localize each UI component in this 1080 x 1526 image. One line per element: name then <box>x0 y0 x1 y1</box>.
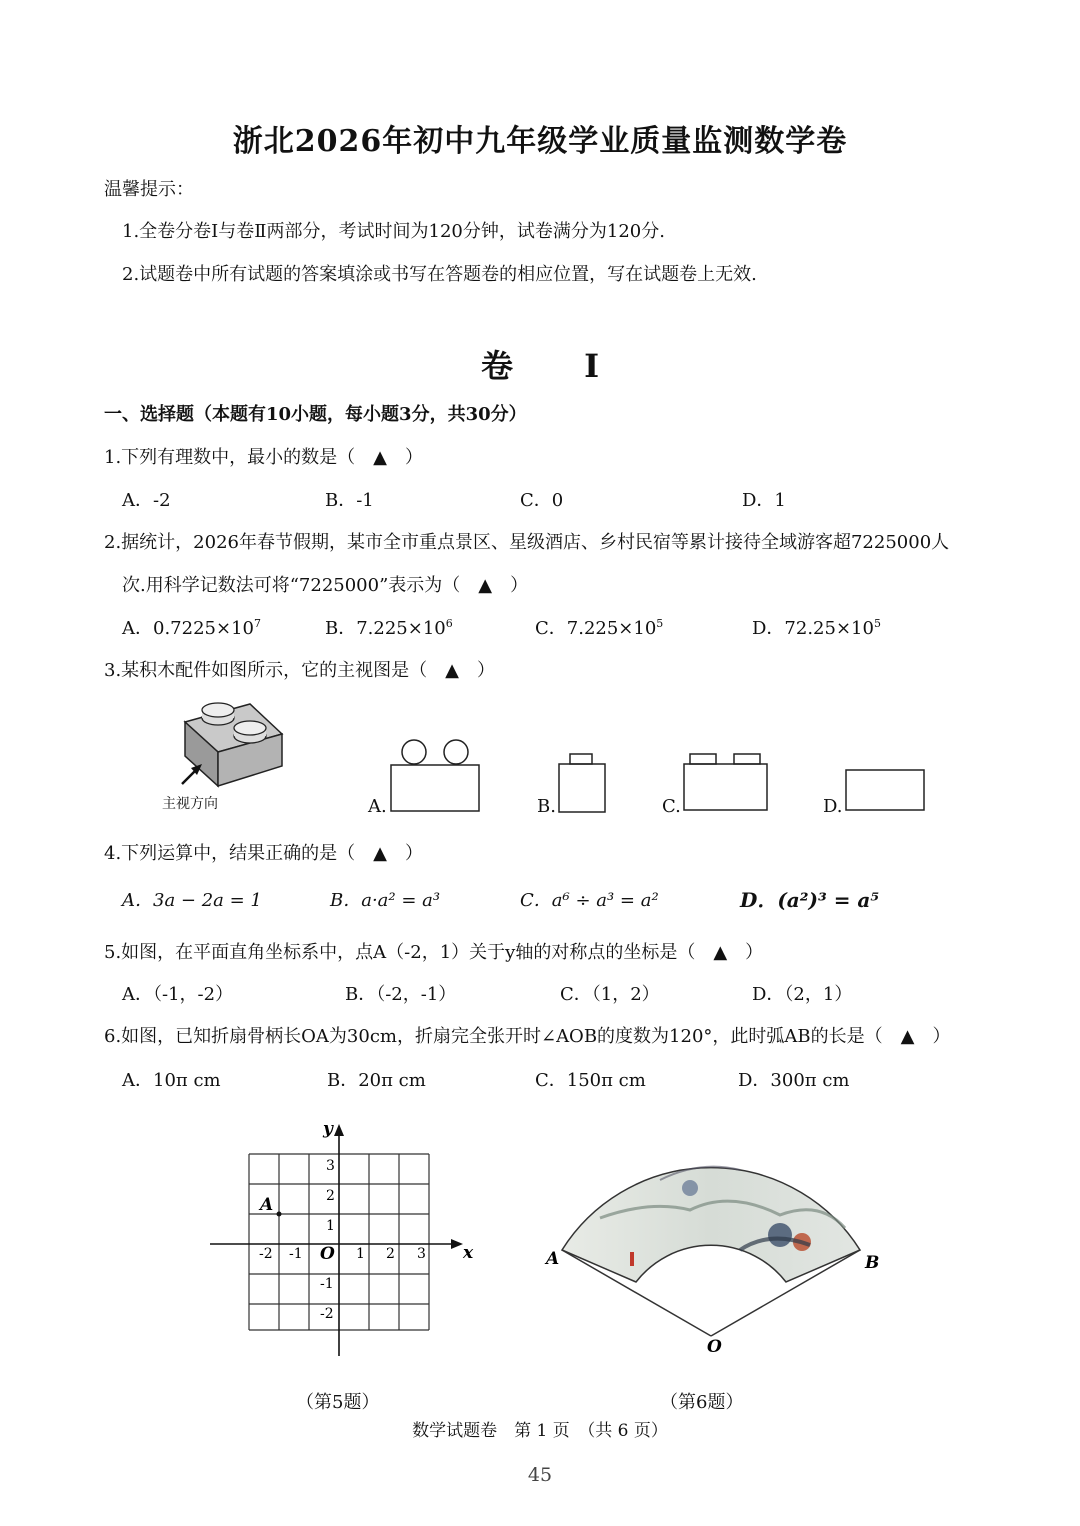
q1-option-b: B．-1 <box>325 490 374 511</box>
q4-option-a: A．3a − 2a = 1 <box>122 890 262 911</box>
origin-label: O <box>320 1244 335 1264</box>
q1-option-d: D．1 <box>742 490 786 511</box>
view-direction-label: 主视方向 <box>162 796 218 812</box>
q2-stem-line2: 次.用科学记数法可将“7225000”表示为（ ▲ ） <box>122 575 529 596</box>
q4-stem: 4.下列运算中，结果正确的是（ ▲ ） <box>104 843 424 864</box>
q3-option-a-figure <box>388 738 482 814</box>
q5-option-a: A．（-1，-2） <box>122 984 234 1005</box>
x-axis-label: x <box>463 1243 474 1263</box>
y-tick: 3 <box>326 1158 335 1174</box>
q3-option-b: B. <box>537 796 556 817</box>
q3-option-b-figure <box>556 752 608 814</box>
q1-stem: 1.下列有理数中，最小的数是（ ▲ ） <box>104 447 424 468</box>
q6-option-b: B．20π cm <box>327 1070 426 1091</box>
page-footer: 数学试题卷 第 1 页 （共 6 页） <box>412 1421 668 1441</box>
q2-stem-line1: 2.据统计，2026年春节假期，某市全市重点景区、星级酒店、乡村民宿等累计接待全域游客超7225000人 <box>104 532 950 553</box>
q4-option-b: B．a·a² = a³ <box>330 890 441 911</box>
q6-stem: 6.如图，已知折扇骨柄长OA为30cm，折扇完全张开时∠AOB的度数为120°，此时弧AB的长是（ ▲ ） <box>104 1026 951 1047</box>
x-tick: 1 <box>356 1246 365 1262</box>
x-tick: -1 <box>289 1246 303 1262</box>
q1-option-a: A．-2 <box>122 490 171 511</box>
hint-heading: 温馨提示： <box>104 179 194 200</box>
q3-stem: 3.某积木配件如图所示，它的主视图是（ ▲ ） <box>104 660 496 681</box>
page-title: 浙北2026年初中九年级学业质量监测数学卷 <box>232 124 848 159</box>
q4-option-d: D．(a²)³ = a⁵ <box>740 888 880 912</box>
q3-option-d: D. <box>823 796 843 817</box>
section-heading: 一、选择题（本题有10小题，每小题3分，共30分） <box>104 404 527 425</box>
brick-figure <box>150 694 300 790</box>
y-tick: -2 <box>320 1306 334 1322</box>
q1-option-c: C．0 <box>520 490 564 511</box>
q6-option-d: D．300π cm <box>738 1070 850 1091</box>
q2-option-b: B．$7.225\times 10^6$ <box>325 617 453 639</box>
volume-heading: 卷 Ⅰ <box>480 347 600 385</box>
q6-option-a: A．10π cm <box>122 1070 221 1091</box>
q2-option-c: C．$7.225\times 10^5$ <box>535 617 664 639</box>
fan-point-a-label: A <box>546 1249 560 1269</box>
q3-option-c-figure <box>682 752 770 814</box>
point-a-label: A <box>260 1195 274 1215</box>
q2-option-d: D．$72.25\times 10^5$ <box>752 617 881 639</box>
note-1: 1.全卷分卷Ⅰ与卷Ⅱ两部分，考试时间为120分钟，试卷满分为120分. <box>122 221 665 242</box>
x-tick: 3 <box>417 1246 426 1262</box>
x-tick: 2 <box>386 1246 395 1262</box>
q3-option-c: C. <box>662 796 681 817</box>
q2-option-a: A．$0.7225\times 10^7$ <box>122 617 261 639</box>
y-tick: 1 <box>326 1218 335 1234</box>
y-axis-label: y <box>323 1119 333 1139</box>
q5-option-b: B．（-2，-1） <box>345 984 457 1005</box>
note-2: 2.试题卷中所有试题的答案填涂或书写在答题卷的相应位置，写在试题卷上无效. <box>122 264 757 285</box>
y-tick: -1 <box>320 1276 334 1292</box>
folding-fan-figure <box>540 1140 890 1355</box>
fan-point-b-label: B <box>865 1253 880 1273</box>
q5-stem: 5.如图，在平面直角坐标系中，点A（-2，1）关于y轴的对称点的坐标是（ ▲ ） <box>104 942 764 963</box>
q3-option-d-figure <box>843 768 927 814</box>
q3-option-a: A. <box>368 796 387 817</box>
fan-point-o-label: O <box>707 1337 722 1355</box>
y-tick: 2 <box>326 1188 335 1204</box>
figure-6-caption: （第6题） <box>660 1392 744 1413</box>
coordinate-grid-figure <box>205 1118 485 1363</box>
figure-5-caption: （第5题） <box>296 1392 380 1413</box>
q5-option-c: C．（1，2） <box>560 984 660 1005</box>
q6-option-c: C．150π cm <box>535 1070 646 1091</box>
page-number: 45 <box>527 1464 553 1486</box>
q5-option-d: D．（2，1） <box>752 984 853 1005</box>
x-tick: -2 <box>259 1246 273 1262</box>
q4-option-c: C．a⁶ ÷ a³ = a² <box>520 890 659 911</box>
